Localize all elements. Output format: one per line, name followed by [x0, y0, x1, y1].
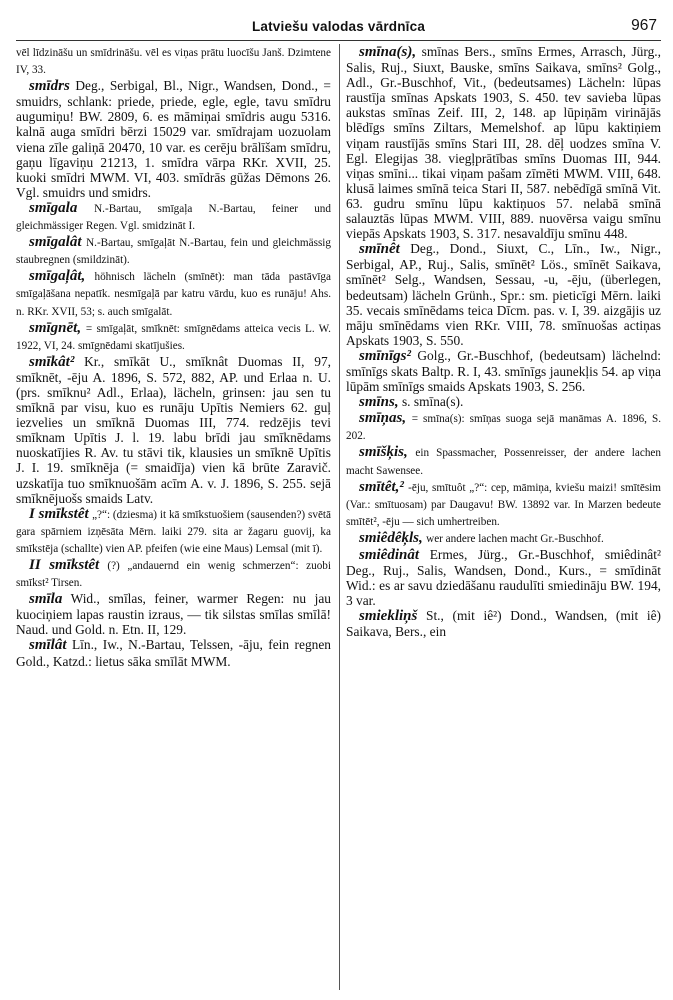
entry-text: Ermes, Jürg., Gr.-Buschhof, smiêdinât² Deg., Ruj., Salis, Wandsen, Dond., Kurs., = smīdināt Wid.: es ar savu dziedāšanu raudulīti smiedināju BW. 194, 3 var. [346, 547, 661, 609]
entry-text: St., (mit iê²) Dond., Wandsen, (mit iê) Saikava, Bers., ein [346, 608, 661, 640]
entry-text: ein Spassmacher, Possenreisser, der andere lachen macht Sawensee. [346, 447, 661, 477]
page-number: 967 [631, 17, 657, 34]
dictionary-entry [346, 241, 661, 348]
dictionary-entry [16, 200, 331, 234]
dictionary-entry [346, 410, 661, 444]
entry-text: N.-Bartau, smīgaļa N.-Bartau, feiner und gleichmässiger Regen. Vgl. smidzināt I. [16, 202, 331, 233]
entry-headword: smīns, [359, 394, 399, 411]
entry-text: Wid., smīlas, feiner, warmer Regen: nu jau kuociņiem lapas raustin izraus, — tik silstas smīlas smīlā! Naud. und Gold. n. Etn. II, 129. [16, 591, 331, 638]
dictionary-entry [16, 506, 331, 557]
entry-headword: smīšķis, [359, 444, 408, 461]
entry-headword: smīlât [29, 637, 67, 654]
entry-text: vēl līdzināšu un smīdrināšu. vēl es viņas prātu luocīšu Janš. Dzimtene IV, 33. [16, 47, 331, 77]
entry-text: = smīna(s): smīņas suoga sejā manāmas A. 1896, S. 202. [346, 413, 661, 443]
entry-headword: smiêdinât [359, 547, 420, 563]
entry-headword: smīgaļât, [29, 268, 86, 285]
dictionary-entry [16, 354, 331, 506]
dictionary-entry [346, 394, 661, 410]
entry-headword: smīņas, [359, 410, 407, 427]
dictionary-entry [346, 530, 661, 547]
entry-text: = smīgaļāt, smīknēt: smīgnēdams atteica vecis L. W. 1922, VI, 24. smīgnēdami skatījušies. [16, 322, 331, 352]
entry-text: Kr., smīkāt U., smīknât Duomas II, 97, smīknēt, -ēju A. 1896, S. 572, 882, AP. und Erlaa n. U. (prs. smīknu² Adl., Erlaa), lächeln, grinsen: jau sen tu smīknā par visu, kuo es runāju Upītis Nemiers 62. guļ iezvelies un smīknā Duomas III, 774. redzējis tevi smīknam Upītis J. l. 19. labu brīdi jau smīknēdams nuoskatījies R. Av. tu stāvi tik, klausies un smīknē Upītis J. I. 19. smīknēja (= smaidīja) vien kā brūte Zaravič. uzskatīja tuo smīknuošām acīm A. v. J. 1896, S. 255. sejā smīknējuošs smaids Latv. [16, 353, 331, 506]
dictionary-entry [346, 444, 661, 478]
dictionary-entry [346, 44, 661, 241]
entry-text: höhnisch lächeln (smīnēt): man tāda pastāvīga smīgaļāšana nepatīk. nesmīgaļā par katru vārdu, kuo es runāju! Ahs. n. RKr. XVII, 53; s. auch smīgalāt. [16, 271, 331, 318]
entry-text: -ēju, smītuôt „?“: cep, māmiņa, kviešu maizi! smītēsim (Var.: smītuosam) par Daugavu! BW. 13892 var. In Marzen bedeute smītēt², -ēju — sich umhertreiben. [346, 481, 661, 528]
right-column [346, 44, 661, 1000]
page-header [16, 16, 661, 41]
entry-headword: smīgnēt, [29, 319, 82, 336]
dictionary-entry [346, 608, 661, 639]
entry-headword: smiêdêķls, [359, 529, 423, 546]
column-divider [339, 44, 340, 990]
dictionary-entry [16, 268, 331, 319]
entry-headword: smīgalât [29, 234, 82, 251]
text-columns [16, 44, 661, 1000]
entry-text: s. smīna(s). [401, 394, 464, 410]
dictionary-entry [16, 637, 331, 668]
dictionary-entry [16, 44, 331, 78]
entry-text: smīnas Bers., smīns Ermes, Arrasch, Jürg., Salis, Ruj., Siuxt, Bauske, smīns Saikava, smīns² Golg., Adl., Gr.-Buschhof, Vit., (bedeutsames) Lächeln: lūpas raustīja smīnas Apskats 1903, S. 450. tev savieba lūpas aukstas smīnas Zeif. III, 2, 148. ap lūpiņām virinājās blēdīgs smīns Ziltars, Memelshof. ap lūpu kaktiņiem viņam raustījās smīns Stari III, 28. dēļ uodzes smīna V. Egl. Elegijas 38. viegļprātības smīns Duomas III, 944. viņas smīni... tikai viņam pašam zīmēti MWM. VIII, 648. klusā laimes smīnā teica Stari II, 587. nebēdīgā smīnā Vit. 63. gudru smīnu lūpu kaktiņuos 57. nelabā smīnā salauztās lūpas MWM. VIII, 889. nuovērsa vaigu smīnu viepās Apskats 1903, S. 317. nesavaldīju smīnu 448. [346, 44, 661, 242]
dictionary-entry [16, 78, 331, 200]
dictionary-entry [16, 591, 331, 637]
entry-text: Līn., Iw., N.-Bartau, Telssen, -āju, fein regnen Gold., Katzd.: lietus sāka smīlāt MWM. [16, 637, 331, 669]
dictionary-entry [16, 234, 331, 268]
entry-headword: smīnêt [359, 241, 400, 258]
entry-headword: smīna(s), [359, 44, 417, 60]
entry-headword: smīdrs [29, 78, 70, 95]
left-column [16, 44, 331, 1000]
entry-headword: smītêt,² [359, 478, 404, 495]
dictionary-entry [16, 320, 331, 354]
entry-headword: smīnīgs² [359, 347, 412, 364]
dictionary-entry [346, 348, 661, 394]
entry-text: (?) „andauernd ein wenig schmerzen“: zuobi smīkst² Tirsen. [16, 560, 331, 590]
entry-headword: smīgala [29, 199, 78, 216]
entry-text: Golg., Gr.-Buschhof, (bedeutsam) lächelnd: smīnīgs skats Baltp. R. I, 43. smīnīgs jaunekļis 54. ap viņa lūpām smīnīgs smaids Apskats 1903, S. 256. [346, 347, 661, 395]
entry-text: Deg., Serbigal, Bl., Nigr., Wandsen, Dond., = smuidrs, schlank: priede, priede, egle, egle, tavu smīdru augumiņu! BW. 2809, 6. es māmiņai smīdris augu 5316. kalnā auga smīdri bērzi 15029 var. smīdrajam uozuolam viena zīle galiņā 20470, 10 var. es cerēju brālīšam smīdru, gaņu līgaviņu 21213, 1. smīdra vārpa RKr. XVII, 25. kuoki smīdri MWM. VI, 403. smīdrās gūžas Dēmons 26. Vgl. smuidrs und smidrs. [16, 78, 331, 200]
dictionary-entry [346, 479, 661, 530]
entry-headword: II smīkstêt [29, 557, 100, 573]
entry-headword: I smīkstêt [29, 505, 89, 522]
entry-headword: smīla [29, 591, 63, 608]
dictionary-entry [346, 547, 661, 608]
entry-text: wer andere lachen macht Gr.-Buschhof. [426, 532, 604, 545]
dictionary-entry [16, 557, 331, 591]
entry-headword: smīkât² [29, 353, 75, 370]
running-title: Latviešu valodas vārdnīca [251, 19, 426, 34]
entry-text: N.-Bartau, smīgaļāt N.-Bartau, fein und gleichmässig staubregnen (smildzināt). [16, 237, 331, 267]
entry-text: „?“: (dziesma) it kā smīkstuošiem (sausenden?) svētā gara spārniem izņēsāta Mērn. laiki 279. sita ar žagaru guovij, ka smīkstēja (schallte) vien AP. pfeifen (wie eine Maus) Lemsal (mit ī). [16, 508, 331, 555]
entry-headword: smiekliņš [359, 608, 418, 625]
entry-text: Deg., Dond., Siuxt, C., Līn., Iw., Nigr., Serbigal, AP., Ruj., Salis, smīnēt² Lös., smīnēt Saikava, smīnēt² Selg., Wandsen, Sessau, -u, -ēju, (überlegen, bedeutsam) lächeln Grünh., Spr.: sm. pieticīgi Mērn. laiki 35. vecais smīnēdams teica Dīcm. pas. v. I, 39. aizgājis uz māju smīnēdams vien RKr. VIII, 78. smīnuošas actiņas Apskats 1903, S. 550. [346, 241, 661, 348]
